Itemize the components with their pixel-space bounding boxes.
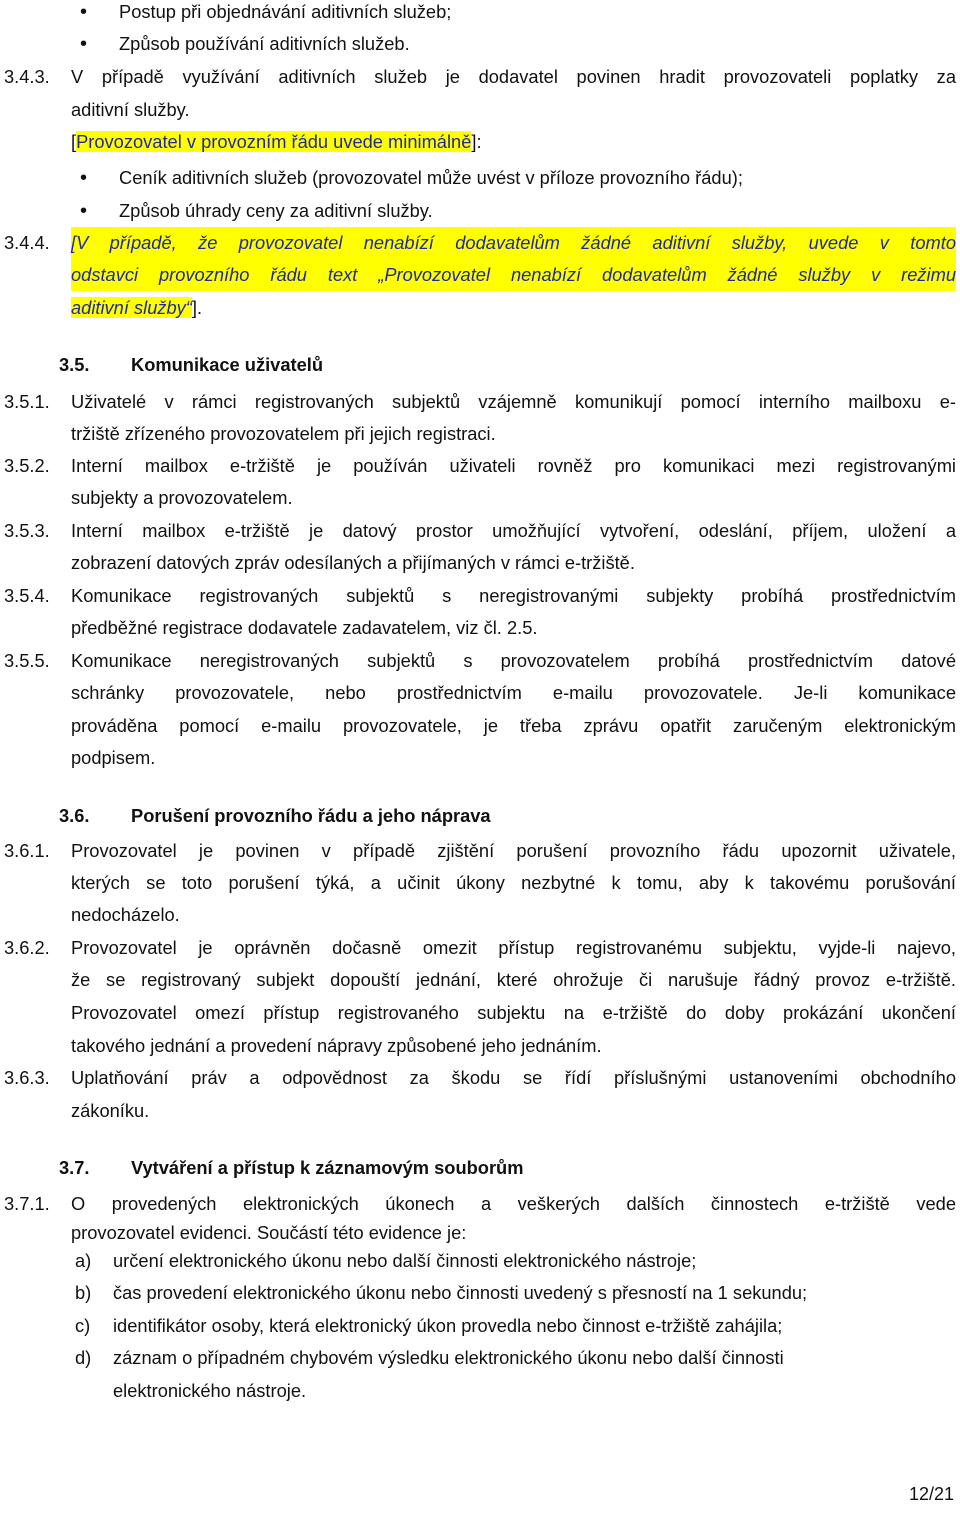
section-number: 3.5.2. (4, 455, 50, 476)
paragraph-text: provozovatel evidenci. Součástí této evidence je: (71, 1222, 467, 1243)
heading-title: Porušení provozního řádu a jeho náprava (131, 805, 491, 826)
paragraph-text: kterých se toto porušení týká, a učinit úkony nezbytné k tomu, aby k takovému porušování (71, 872, 956, 893)
heading-number: 3.5. (59, 354, 90, 375)
paragraph-text: takového jednání a provedení nápravy způsobené jeho jednáním. (71, 1035, 602, 1056)
paragraph-line (0, 482, 960, 514)
section-number: 3.6.3. (4, 1067, 50, 1088)
paragraph-text: Interní mailbox e-tržiště je používán uživateli rovněž pro komunikaci mezi registrovanými (71, 455, 956, 476)
list-marker: d) (75, 1347, 92, 1368)
paragraph-line (0, 227, 960, 259)
paragraph-line (0, 612, 960, 644)
paragraph-text: Uplatňování práv a odpovědnost za škodu se řídí příslušnými ustanoveními obchodního (71, 1067, 956, 1088)
section-number: 3.5.3. (4, 520, 50, 541)
section-number: 3.5.4. (4, 585, 50, 606)
bullet-line (0, 195, 960, 227)
paragraph-line (0, 932, 960, 964)
paragraph-line (0, 94, 960, 126)
paragraph-line (0, 867, 960, 899)
paragraph-text: podpisem. (71, 747, 156, 768)
paragraph-line (0, 580, 960, 612)
bullet-text: Ceník aditivních služeb (provozovatel může uvést v příloze provozního řádu); (119, 167, 743, 188)
section-heading (0, 349, 960, 381)
paragraph-line (0, 1188, 960, 1220)
bullet-line (0, 28, 960, 60)
paragraph-text: V případě využívání aditivních služeb je dodavatel povinen hradit provozovateli poplatky za (71, 66, 956, 87)
paragraph-line (0, 547, 960, 579)
section-number: 3.7.1. (4, 1193, 50, 1214)
section-number: 3.4.4. (4, 232, 50, 253)
bullet-text: Způsob úhrady ceny za aditivní služby. (119, 200, 433, 221)
paragraph-text: schránky provozovatele, nebo prostřednictvím e-mailu provozovatele. Je-li komunikace (71, 682, 956, 703)
paragraph-text: Komunikace registrovaných subjektů s neregistrovanými subjekty probíhá prostřednictvím (71, 585, 956, 606)
paragraph-line (0, 1095, 960, 1127)
paragraph-text: prováděna pomocí e-mailu provozovatele, je třeba zprávu opatřit zaručeným elektronickým (71, 715, 956, 736)
paragraph-line (0, 450, 960, 482)
paragraph-line (0, 964, 960, 996)
paragraph-text: předběžné registrace dodavatele zadavatelem, viz čl. 2.5. (71, 617, 538, 638)
bullet-text: Způsob používání aditivních služeb. (119, 33, 410, 54)
heading-number: 3.6. (59, 805, 90, 826)
paragraph-line (0, 677, 960, 709)
paragraph-text: aditivní služby. (71, 99, 190, 120)
paragraph-text: O provedených elektronických úkonech a veškerých dalších činnostech e-tržiště vede (71, 1193, 956, 1214)
list-item-continuation (0, 1375, 960, 1407)
highlight-text: [Provozovatel v provozním řádu uvede minimálně]: (71, 131, 482, 152)
highlight-text: odstavci provozního řádu text „Provozovatel nenabízí dodavatelům žádné služby v režimu (71, 259, 956, 291)
heading-number: 3.7. (59, 1157, 90, 1178)
section-number: 3.4.3. (4, 66, 50, 87)
paragraph-line (0, 899, 960, 931)
section-number: 3.6.2. (4, 937, 50, 958)
list-item (0, 1310, 960, 1342)
paragraph-text: zákoníku. (71, 1100, 150, 1121)
bullet-glyph: • (80, 167, 88, 189)
heading-title: Vytváření a přístup k záznamovým souborům (131, 1157, 524, 1178)
section-number: 3.5.5. (4, 650, 50, 671)
paragraph-text: subjekty a provozovatelem. (71, 487, 293, 508)
list-text: elektronického nástroje. (113, 1380, 307, 1401)
paragraph-line (0, 292, 960, 324)
list-text: určení elektronického úkonu nebo další činnosti elektronického nástroje; (113, 1250, 697, 1271)
paragraph-line (0, 997, 960, 1029)
list-text: záznam o případném chybovém výsledku elektronického úkonu nebo další činnosti (113, 1347, 784, 1368)
section-number: 3.5.1. (4, 391, 50, 412)
bullet-text: Postup při objednávání aditivních služeb; (119, 1, 452, 22)
list-marker: a) (75, 1250, 92, 1271)
bullet-line (0, 162, 960, 194)
paragraph-line (0, 386, 960, 418)
page-number: 12/21 (908, 1484, 954, 1504)
highlight-line (0, 126, 960, 158)
section-heading (0, 800, 960, 832)
paragraph-line (0, 710, 960, 742)
bullet-glyph: • (80, 33, 88, 55)
paragraph-line (0, 1030, 960, 1062)
paragraph-line (0, 61, 960, 93)
list-item (0, 1342, 960, 1374)
paragraph-line (0, 645, 960, 677)
section-number: 3.6.1. (4, 840, 50, 861)
paragraph-text: nedocházelo. (71, 904, 180, 925)
list-item (0, 1245, 960, 1277)
list-marker: b) (75, 1282, 92, 1303)
bullet-glyph: • (80, 200, 88, 222)
paragraph-line (0, 1062, 960, 1094)
paragraph-line (0, 742, 960, 774)
paragraph-text: Provozovatel je oprávněn dočasně omezit přístup registrovanému subjektu, vyjde-li najevo, (71, 937, 956, 958)
paragraph-line (0, 259, 960, 291)
section-heading (0, 1152, 960, 1184)
paragraph-text: Uživatelé v rámci registrovaných subjektů vzájemně komunikují pomocí interního mailboxu e- (71, 391, 956, 412)
paragraph-text: Provozovatel omezí přístup registrovaného subjektu na e-tržiště do doby prokázání ukončení (71, 1002, 956, 1023)
paragraph-text: zobrazení datových zpráv odesílaných a přijímaných v rámci e-tržiště. (71, 552, 635, 573)
paragraph-text: že se registrovaný subjekt dopouští jednání, které ohrožuje či narušuje řádný provoz e-tržiště. (71, 969, 956, 990)
paragraph-line (0, 835, 960, 867)
heading-title: Komunikace uživatelů (131, 354, 324, 375)
paragraph-text: Interní mailbox e-tržiště je datový prostor umožňující vytvoření, odeslání, příjem, uložení a (71, 520, 956, 541)
highlight-text: [V případě, že provozovatel nenabízí dodavatelům žádné aditivní služby, uvede v tomto (71, 227, 956, 259)
list-marker: c) (75, 1315, 91, 1336)
paragraph-text: tržiště zřízeného provozovatelem při jejich registraci. (71, 423, 496, 444)
paragraph-line (0, 515, 960, 547)
list-text: čas provedení elektronického úkonu nebo činnosti uvedený s přesností na 1 sekundu; (113, 1282, 808, 1303)
highlight-text: aditivní služby“]. (71, 297, 203, 318)
paragraph-text: Provozovatel je povinen v případě zjištění porušení provozního řádu upozornit uživatele, (71, 840, 956, 861)
list-item (0, 1277, 960, 1309)
list-text: identifikátor osoby, která elektronický úkon provedla nebo činnost e-tržiště zahájila; (113, 1315, 783, 1336)
paragraph-line (0, 418, 960, 450)
paragraph-text: Komunikace neregistrovaných subjektů s provozovatelem probíhá prostřednictvím datové (71, 650, 956, 671)
bullet-line (0, 0, 960, 28)
bullet-glyph: • (80, 1, 88, 23)
